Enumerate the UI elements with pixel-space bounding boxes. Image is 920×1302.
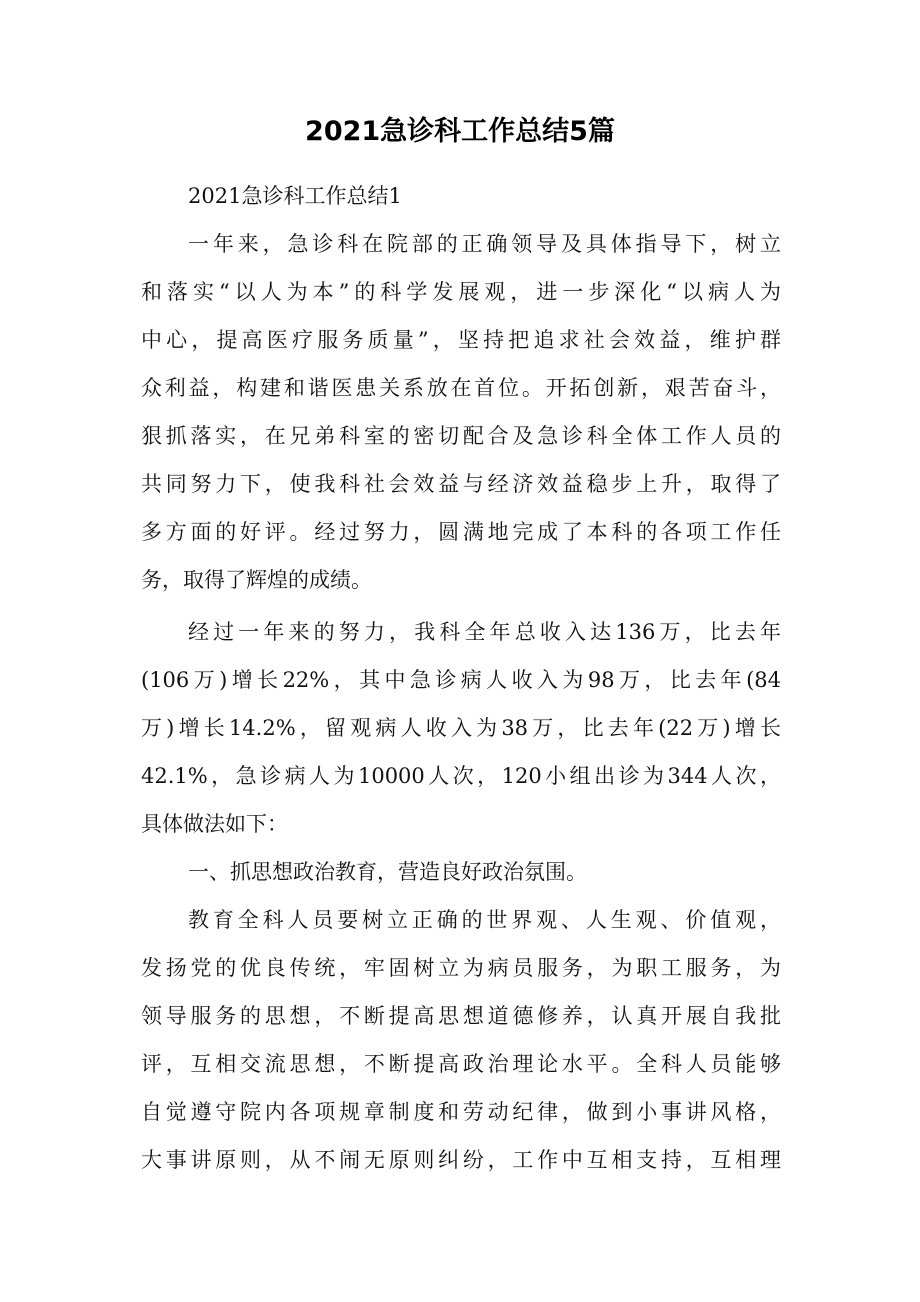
text-line: 领导服务的思想，不断提高思想道德修养，认真开展自我批 (141, 1004, 781, 1028)
paragraph-line (141, 992, 781, 1040)
paragraph-line (141, 412, 781, 460)
text-line: 务，取得了辉煌的成绩。 (141, 568, 372, 592)
text-line: 评，互相交流思想，不断提高政治理论水平。全科人员能够 (141, 1052, 781, 1076)
text-line: 一、抓思想政治教育，营造良好政治氛围。 (188, 860, 587, 884)
document-title: 2021急诊科工作总结5篇 (305, 116, 615, 147)
text-line: 众利益，构建和谐医患关系放在首位。开拓创新，艰苦奋斗， (141, 376, 781, 400)
text-line: (106万)增长22%，其中急诊病人收入为98万，比去年(84 (141, 668, 781, 692)
paragraph-line (141, 608, 781, 656)
text-line: 大事讲原则，从不闹无原则纠纷，工作中互相支持，互相理 (141, 1148, 781, 1172)
paragraph-line (141, 944, 781, 992)
text-line: 具体做法如下： (141, 812, 288, 836)
paragraph-line (141, 316, 781, 364)
text-line: 自觉遵守院内各项规章制度和劳动纪律，做到小事讲风格， (141, 1100, 781, 1124)
paragraph-line (141, 508, 781, 556)
document-body (141, 172, 781, 1184)
text-line: 一年来，急诊科在院部的正确领导及具体指导下，树立 (188, 232, 781, 256)
text-line: 发扬党的优良传统，牢固树立为病员服务，为职工服务，为 (141, 956, 781, 980)
paragraph-line (141, 896, 781, 944)
paragraph-line (141, 656, 781, 704)
text-line: 多方面的好评。经过努力，圆满地完成了本科的各项工作任 (141, 520, 781, 544)
paragraph-line (141, 752, 781, 800)
text-line: 2021急诊科工作总结1 (188, 184, 402, 208)
paragraph-line (141, 1040, 781, 1088)
text-line: 共同努力下，使我科社会效益与经济效益稳步上升，取得了 (141, 472, 781, 496)
text-line: 和落实“以人为本”的科学发展观，进一步深化“以病人为 (141, 280, 781, 304)
paragraph-line (141, 460, 781, 508)
paragraph-line (141, 220, 781, 268)
paragraph-line (141, 800, 781, 848)
section-heading-1 (141, 172, 781, 220)
section-heading-2 (141, 848, 781, 896)
text-line: 中心，提高医疗服务质量”，坚持把追求社会效益，维护群 (141, 328, 781, 352)
paragraph-line (141, 1136, 781, 1184)
text-line: 42.1%，急诊病人为10000人次，120小组出诊为344人次， (141, 764, 781, 788)
paragraph-line (141, 268, 781, 316)
text-line: 经过一年来的努力，我科全年总收入达136万，比去年 (188, 620, 781, 644)
text-line: 狠抓落实，在兄弟科室的密切配合及急诊科全体工作人员的 (141, 424, 781, 448)
paragraph-line (141, 1088, 781, 1136)
paragraph-line (141, 556, 781, 604)
text-line: 万)增长14.2%，留观病人收入为38万，比去年(22万)增长 (141, 716, 781, 740)
text-line: 教育全科人员要树立正确的世界观、人生观、价值观， (188, 908, 781, 932)
paragraph-line (141, 704, 781, 752)
paragraph-line (141, 364, 781, 412)
